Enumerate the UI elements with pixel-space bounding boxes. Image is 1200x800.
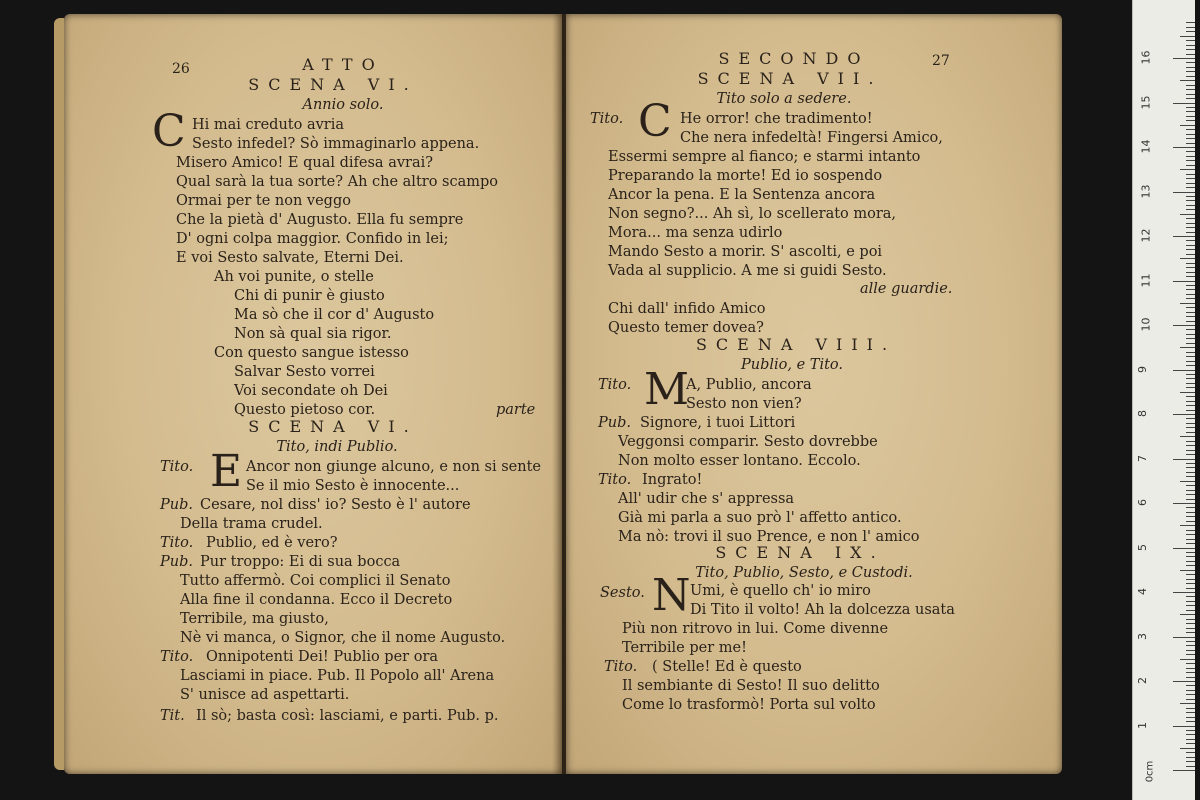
drop-cap: E	[210, 446, 243, 497]
left-page-edge	[54, 18, 64, 770]
scene-subheading: Tito solo a sedere.	[716, 91, 852, 107]
ruler-tick	[1186, 27, 1195, 28]
ruler-tick	[1186, 223, 1195, 224]
ruler-tick	[1186, 512, 1195, 513]
ruler-tick	[1186, 668, 1195, 669]
open-book	[52, 14, 1062, 784]
ruler-tick	[1186, 694, 1195, 695]
ruler-tick	[1186, 49, 1195, 50]
dialogue-line: S' unisce ad aspettarti.	[180, 687, 350, 703]
ruler-tick	[1186, 62, 1195, 63]
ruler-tick	[1186, 619, 1195, 620]
ruler-tick	[1180, 36, 1195, 37]
ruler-tick	[1186, 423, 1195, 424]
ruler-tick	[1186, 494, 1195, 495]
ruler-tick	[1186, 156, 1195, 157]
running-head: SECONDO	[718, 49, 870, 68]
ruler-tick	[1186, 187, 1195, 188]
verse-line: Chi dall' infido Amico	[608, 301, 766, 317]
ruler-tick	[1186, 677, 1195, 678]
ruler-tick	[1180, 748, 1195, 749]
ruler-tick	[1180, 303, 1195, 304]
measuring-ruler	[1132, 0, 1195, 800]
ruler-tick	[1186, 717, 1195, 718]
ruler-tick	[1186, 730, 1195, 731]
ruler-tick	[1186, 71, 1195, 72]
ruler-tick	[1173, 414, 1195, 415]
speaker-name: Sesto.	[600, 585, 645, 601]
ruler-tick	[1186, 601, 1195, 602]
ruler-tick	[1186, 209, 1195, 210]
speaker-name: Tito.	[604, 659, 638, 675]
dialogue-line: Come lo trasformò! Porta sul volto	[622, 697, 876, 713]
verse-line: Che nera infedeltà! Fingersi Amico,	[680, 130, 943, 146]
ruler-tick	[1186, 31, 1195, 32]
verse-line: Sesto non vien?	[686, 396, 802, 412]
ruler-tick	[1186, 685, 1195, 686]
speaker-name: Tito.	[598, 377, 632, 393]
ruler-tick	[1186, 54, 1195, 55]
ruler-tick	[1186, 561, 1195, 562]
ruler-tick	[1173, 592, 1195, 593]
ruler-tick	[1186, 67, 1195, 68]
speaker-name: Tito.	[160, 459, 194, 475]
verse-line: Terribile per me!	[622, 640, 747, 656]
scene-subheading: Annio solo.	[302, 97, 384, 113]
verse-line: Ancor non giunge alcuno, e non si sente	[246, 459, 541, 475]
scene-subheading: Publio, e Tito.	[740, 357, 843, 373]
ruler-tick	[1186, 276, 1195, 277]
verse-line: Mora... ma senza udirlo	[608, 225, 783, 241]
scene-heading: SCENA VI.	[248, 75, 418, 94]
dialogue-line: All' udir che s' appressa	[618, 491, 795, 507]
ruler-tick	[1186, 151, 1195, 152]
ruler-tick	[1173, 681, 1195, 682]
scene-heading: SCENA VIII.	[695, 335, 897, 354]
ruler-tick	[1186, 410, 1195, 411]
ruler-tick	[1186, 200, 1195, 201]
ruler-tick	[1186, 387, 1195, 388]
ruler-tick	[1186, 690, 1195, 691]
ruler-tick	[1186, 329, 1195, 330]
ruler-tick	[1186, 556, 1195, 557]
ruler-tick	[1180, 258, 1195, 259]
drop-cap: M	[644, 364, 690, 415]
ruler-tick	[1186, 650, 1195, 651]
verse-line: Ancor la pena. E la Sentenza ancora	[608, 187, 876, 203]
ruler-tick	[1186, 343, 1195, 344]
ruler-tick	[1173, 637, 1195, 638]
ruler-tick	[1186, 98, 1195, 99]
ruler-tick	[1186, 596, 1195, 597]
ruler-tick	[1186, 530, 1195, 531]
ruler-tick	[1186, 352, 1195, 353]
verse-line: He orror! che tradimento!	[680, 111, 873, 127]
ruler-number: 4	[1136, 588, 1149, 595]
ruler-number: 16	[1139, 50, 1153, 65]
ruler-tick	[1186, 766, 1195, 767]
ruler-tick	[1173, 370, 1195, 371]
ruler-number: 15	[1139, 95, 1153, 109]
ruler-tick	[1186, 450, 1195, 451]
ruler-tick	[1186, 623, 1195, 624]
verse-line: Se il mio Sesto è innocente...	[246, 478, 460, 494]
ruler-tick	[1186, 316, 1195, 317]
verse-line: Preparando la morte! Ed io sospendo	[608, 168, 883, 184]
ruler-tick	[1186, 632, 1195, 633]
verse-line: Non segno?... Ah sì, lo scellerato mora,	[608, 206, 897, 222]
dialogue-line: Signore, i tuoi Littori	[640, 415, 796, 431]
ruler-number: 2	[1136, 677, 1149, 684]
speaker-name: Pub.	[160, 497, 193, 513]
speaker-name: Tito.	[598, 472, 632, 488]
dialogue-line: Della trama crudel.	[180, 516, 323, 532]
verse-line: Questo pietoso cor.	[234, 402, 376, 418]
ruler-unit-label: 0cm	[1144, 760, 1156, 783]
ruler-tick	[1186, 272, 1195, 273]
ruler-tick	[1186, 40, 1195, 41]
ruler-tick	[1186, 761, 1195, 762]
ruler-tick	[1186, 396, 1195, 397]
ruler-number: 7	[1136, 454, 1149, 462]
ruler-tick	[1186, 356, 1195, 357]
dialogue-line: Il sò; basta così: lasciami, e parti. Pub. p.	[196, 708, 499, 724]
dialogue-line: Il sembiante di Sesto! Il suo delitto	[622, 678, 880, 694]
dialogue-line: Già mi parla a suo prò l' affetto antico.	[618, 510, 902, 526]
ruler-tick	[1186, 752, 1195, 753]
ruler-tick	[1186, 663, 1195, 664]
ruler-tick	[1186, 321, 1195, 322]
drop-cap: N	[652, 570, 691, 621]
ruler-tick	[1186, 539, 1195, 540]
ruler-tick	[1186, 743, 1195, 744]
ruler-tick	[1186, 476, 1195, 477]
ruler-tick	[1186, 552, 1195, 553]
verse-line: Qual sarà la tua sorte? Ah che altro scampo	[176, 174, 499, 190]
scene-subheading: Tito, Publio, Sesto, e Custodi.	[695, 565, 913, 581]
ruler-tick	[1186, 129, 1195, 130]
speaker-name: Tit.	[160, 708, 185, 724]
ruler-tick	[1186, 543, 1195, 544]
ruler-tick	[1186, 120, 1195, 121]
verse-line: Hi mai creduto avria	[192, 117, 345, 133]
ruler-tick	[1186, 374, 1195, 375]
ruler-tick	[1180, 659, 1195, 660]
ruler-tick	[1173, 236, 1195, 237]
ruler-tick	[1186, 365, 1195, 366]
ruler-tick	[1186, 485, 1195, 486]
ruler-tick	[1186, 507, 1195, 508]
ruler-tick	[1186, 285, 1195, 286]
ruler-number: 5	[1136, 543, 1149, 551]
verse-line: Sesto infedel? Sò immaginarlo appena.	[192, 136, 480, 152]
ruler-tick	[1186, 712, 1195, 713]
scene-heading: SCENA IX.	[715, 543, 885, 562]
ruler-tick	[1186, 196, 1195, 197]
ruler-tick	[1186, 645, 1195, 646]
dialogue-line: Terribile, ma giusto,	[180, 611, 329, 627]
ruler-tick	[1186, 298, 1195, 299]
ruler-tick	[1186, 249, 1195, 250]
ruler-tick	[1173, 770, 1195, 771]
ruler-tick	[1173, 459, 1195, 460]
ruler-number: 14	[1139, 139, 1153, 154]
ruler-number: 13	[1139, 184, 1153, 198]
speaker-name: Pub.	[598, 415, 631, 431]
ruler-tick	[1180, 169, 1195, 170]
ruler-tick	[1186, 383, 1195, 384]
dialogue-line: Alla fine il condanna. Ecco il Decreto	[180, 592, 453, 608]
ruler-tick	[1186, 499, 1195, 500]
ruler-tick	[1173, 58, 1195, 59]
ruler-tick	[1173, 548, 1195, 549]
ruler-tick	[1186, 378, 1195, 379]
ruler-tick	[1186, 240, 1195, 241]
ruler-tick	[1186, 312, 1195, 313]
ruler-tick	[1186, 427, 1195, 428]
ruler-tick	[1180, 703, 1195, 704]
dialogue-line: Ma nò: trovi il suo Prence, e non l' amico	[618, 529, 920, 545]
ruler-tick	[1186, 116, 1195, 117]
ruler-tick	[1186, 294, 1195, 295]
ruler-tick	[1186, 254, 1195, 255]
dialogue-line: Non molto esser lontano. Eccolo.	[618, 453, 861, 469]
verse-line: Con questo sangue istesso	[214, 345, 409, 361]
ruler-tick	[1173, 103, 1195, 104]
ruler-tick	[1186, 757, 1195, 758]
stage-direction: parte	[496, 402, 536, 418]
ruler-tick	[1186, 654, 1195, 655]
ruler-tick	[1186, 289, 1195, 290]
ruler-tick	[1186, 472, 1195, 473]
verse-line: Mando Sesto a morir. S' ascolti, e poi	[608, 244, 883, 260]
ruler-tick	[1186, 490, 1195, 491]
ruler-tick	[1186, 739, 1195, 740]
ruler-tick	[1173, 147, 1195, 148]
dialogue-line: Tutto affermò. Coi complici il Senato	[180, 573, 451, 589]
ruler-tick	[1186, 574, 1195, 575]
ruler-tick	[1186, 583, 1195, 584]
ruler-tick	[1180, 614, 1195, 615]
ruler-tick	[1186, 307, 1195, 308]
dialogue-line: Pur troppo: Ei di sua bocca	[200, 554, 401, 570]
ruler-tick	[1186, 111, 1195, 112]
ruler-tick	[1186, 178, 1195, 179]
left-page	[64, 14, 562, 774]
ruler-tick	[1180, 481, 1195, 482]
ruler-tick	[1186, 160, 1195, 161]
verse-line: Umi, è quello ch' io miro	[690, 583, 871, 599]
ruler-tick	[1186, 334, 1195, 335]
verse-line: Che la pietà d' Augusto. Ella fu sempre	[176, 212, 464, 228]
dialogue-line: ( Stelle! Ed è questo	[652, 659, 802, 675]
ruler-number: 11	[1139, 273, 1153, 287]
ruler-tick	[1186, 85, 1195, 86]
verse-line: Ma sò che il cor d' Augusto	[234, 307, 435, 323]
verse-line: Essermi sempre al fianco; e starmi intanto	[608, 149, 921, 165]
verse-line: Chi di punir è giusto	[234, 288, 385, 304]
ruler-tick	[1186, 245, 1195, 246]
ruler-tick	[1173, 281, 1195, 282]
ruler-tick	[1186, 232, 1195, 233]
ruler-tick	[1186, 22, 1195, 23]
dialogue-line: Publio, ed è vero?	[206, 535, 338, 551]
ruler-tick	[1186, 218, 1195, 219]
scene-heading: SCENA VI.	[248, 417, 418, 436]
ruler-tick	[1173, 503, 1195, 504]
ruler-tick	[1186, 205, 1195, 206]
ruler-tick	[1180, 347, 1195, 348]
ruler-tick	[1186, 418, 1195, 419]
ruler-tick	[1186, 521, 1195, 522]
ruler-tick	[1186, 405, 1195, 406]
ruler-tick	[1186, 267, 1195, 268]
ruler-tick	[1180, 436, 1195, 437]
verse-line: Non sà qual sia rigor.	[234, 326, 392, 342]
ruler-tick	[1186, 432, 1195, 433]
ruler-tick	[1186, 579, 1195, 580]
stage-direction: alle guardie.	[860, 281, 953, 297]
speaker-name: Tito.	[160, 649, 194, 665]
ruler-tick	[1186, 401, 1195, 402]
verse-line: Voi secondate oh Dei	[234, 383, 388, 399]
ruler-tick	[1186, 174, 1195, 175]
ruler-tick	[1180, 214, 1195, 215]
ruler-number: 12	[1139, 228, 1153, 243]
ruler-tick	[1186, 165, 1195, 166]
ruler-tick	[1180, 392, 1195, 393]
verse-line: Più non ritrovo in lui. Come divenne	[622, 621, 889, 637]
ruler-tick	[1180, 525, 1195, 526]
ruler-tick	[1186, 143, 1195, 144]
drop-cap: C	[152, 106, 186, 157]
running-head: ATTO	[302, 55, 384, 74]
ruler-number: 6	[1136, 499, 1149, 506]
ruler-tick	[1186, 263, 1195, 264]
scene-heading: SCENA VII.	[697, 69, 883, 88]
ruler-tick	[1186, 463, 1195, 464]
ruler-tick	[1180, 125, 1195, 126]
ruler-tick	[1186, 89, 1195, 90]
ruler-tick	[1186, 672, 1195, 673]
ruler-number: 9	[1136, 365, 1149, 373]
ruler-tick	[1186, 588, 1195, 589]
ruler-tick	[1186, 628, 1195, 629]
ruler-number: 1	[1136, 721, 1149, 729]
ruler-tick	[1186, 516, 1195, 517]
ruler-tick	[1186, 721, 1195, 722]
ruler-tick	[1186, 445, 1195, 446]
ruler-tick	[1186, 134, 1195, 135]
ruler-tick	[1186, 338, 1195, 339]
page-number: 26	[172, 61, 190, 77]
dialogue-line: Veggonsi comparir. Sesto dovrebbe	[618, 434, 878, 450]
scene-subheading: Tito, indi Publio.	[276, 439, 398, 455]
ruler-tick	[1186, 94, 1195, 95]
ruler-tick	[1186, 699, 1195, 700]
dialogue-line: Cesare, nol diss' io? Sesto è l' autore	[200, 497, 471, 513]
ruler-tick	[1186, 734, 1195, 735]
ruler-tick	[1173, 726, 1195, 727]
ruler-tick	[1186, 107, 1195, 108]
ruler-tick	[1186, 76, 1195, 77]
ruler-tick	[1186, 610, 1195, 611]
dialogue-line: Ingrato!	[642, 472, 703, 488]
ruler-tick	[1186, 534, 1195, 535]
ruler-tick	[1186, 45, 1195, 46]
ruler-tick	[1186, 605, 1195, 606]
dialogue-line: Onnipotenti Dei! Publio per ora	[206, 649, 439, 665]
ruler-tick	[1186, 708, 1195, 709]
ruler-tick	[1186, 361, 1195, 362]
dialogue-line: Lasciami in piace. Pub. Il Popolo all' Arena	[180, 668, 495, 684]
ruler-tick	[1180, 80, 1195, 81]
ruler-number: 10	[1139, 317, 1153, 332]
ruler-number: 3	[1136, 632, 1149, 640]
ruler-number: 8	[1136, 410, 1149, 417]
verse-line: Di Tito il volto! Ah la dolcezza usata	[690, 602, 955, 618]
ruler-tick	[1180, 570, 1195, 571]
verse-line: D' ogni colpa maggior. Confido in lei;	[176, 231, 449, 247]
verse-line: A, Publio, ancora	[686, 377, 812, 393]
ruler-tick	[1186, 565, 1195, 566]
ruler-tick	[1186, 467, 1195, 468]
verse-line: E voi Sesto salvate, Eterni Dei.	[176, 250, 404, 266]
ruler-tick	[1186, 227, 1195, 228]
ruler-tick	[1186, 641, 1195, 642]
ruler-tick	[1173, 325, 1195, 326]
verse-line: Vada al supplicio. A me si guidi Sesto.	[608, 263, 887, 279]
speaker-name: Tito.	[160, 535, 194, 551]
drop-cap: C	[638, 96, 672, 147]
verse-line: Salvar Sesto vorrei	[234, 364, 375, 380]
page-number: 27	[932, 53, 950, 69]
right-page	[566, 14, 1062, 774]
ruler-tick	[1173, 192, 1195, 193]
verse-line: Misero Amico! E qual difesa avrai?	[176, 155, 434, 171]
verse-line: Ah voi punite, o stelle	[214, 269, 374, 285]
speaker-name: Tito.	[590, 111, 624, 127]
ruler-tick	[1186, 454, 1195, 455]
ruler-tick	[1186, 138, 1195, 139]
verse-line: Ormai per te non veggo	[176, 193, 351, 209]
ruler-tick	[1186, 183, 1195, 184]
speaker-name: Pub.	[160, 554, 193, 570]
ruler-tick	[1186, 441, 1195, 442]
dialogue-line: Nè vi manca, o Signor, che il nome Augusto.	[180, 630, 506, 646]
verse-line: Questo temer dovea?	[608, 320, 764, 336]
